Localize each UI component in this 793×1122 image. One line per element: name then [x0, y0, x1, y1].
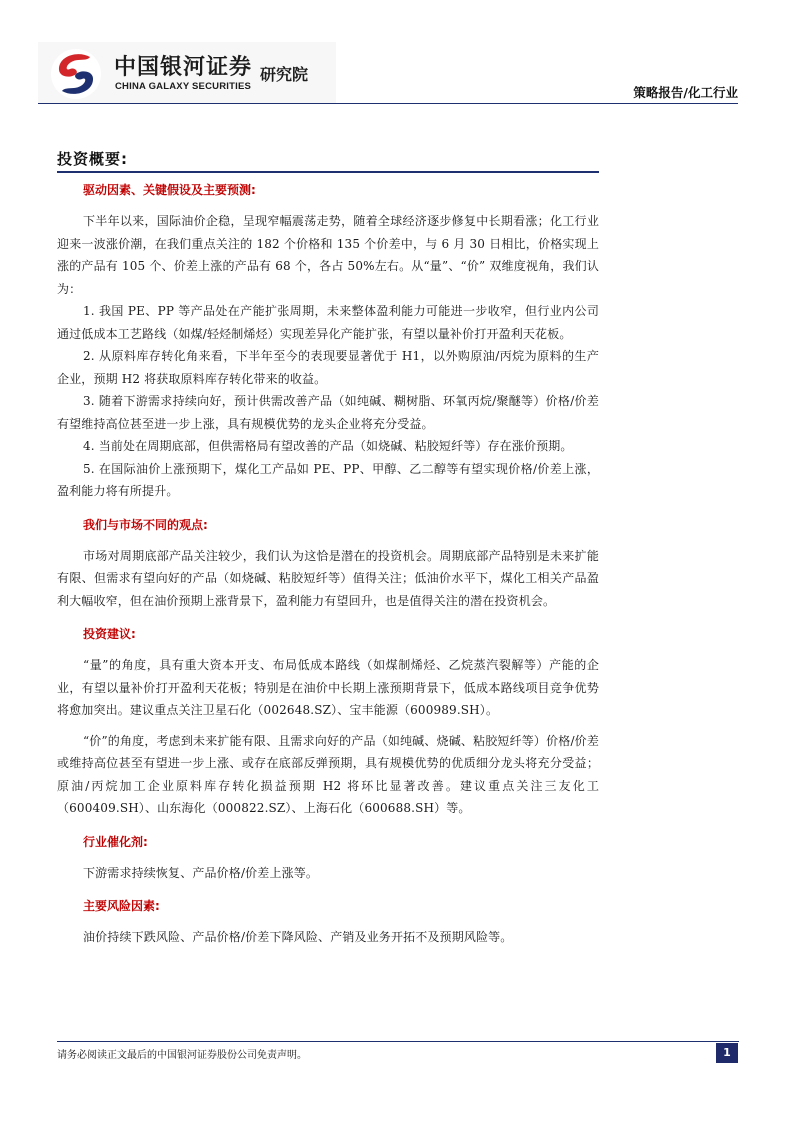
advice-heading: 投资建议:	[83, 627, 136, 641]
footer-divider	[57, 1041, 739, 1042]
section-title: 投资概要:	[57, 150, 128, 168]
drivers-point: 4. 当前处在周期底部，但供需格局有望改善的产品（如烧碱、粘胶短纤等）存在涨价预期。	[83, 439, 573, 453]
catalyst-heading: 行业催化剂:	[83, 834, 148, 849]
drivers-point: 2. 从原料库存转化角来看，下半年至今的表现要显著优于 H1，以外购原油/丙烷为原料的生产企业，预期 H2 将获取原料库存转化带来的收益。	[57, 349, 599, 386]
drivers-paragraph: 下半年以来，国际油价企稳，呈现窄幅震荡走势，随着全球经济逐步修复中长期看涨；化工行业迎来一波涨价潮，在我们重点关注的 182 个价格和 135 个价差中，与 6 月 30 日相比，价格实现上涨的产品有 105 个、价差上涨的产品有 68 个，各占 50%左右。从“量”、“价” 双维度视角，我们认为：	[57, 214, 599, 296]
drivers-point: 5. 在国际油价上涨预期下，煤化工产品如 PE、PP、甲醇、乙二醇等有望实现价格/价差上涨，盈利能力将有所提升。	[57, 461, 599, 498]
header-divider	[38, 103, 738, 104]
advice-paragraph: “价”的角度，考虑到未来扩能有限、且需求向好的产品（如纯碱、烧碱、粘胶短纤等）价格/价差或维持高位甚至有望进一步上涨、或存在底部反弹预期，具有规模优势的优质细分龙头将充分受益；原油/丙烷加工企业原料库存转化损益预期 H2 将环比显著改善。建议重点关注三友化工（600409.SH）、山东海化（000822.SZ）、上海石化（600688.SH）等。	[57, 733, 599, 815]
drivers-heading: 驱动因素、关键假设及主要预测:	[83, 183, 256, 197]
differ-paragraph: 市场对周期底部产品关注较少，我们认为这恰是潜在的投资机会。周期底部产品特别是未来扩能有限、但需求有望向好的产品（如烧碱、粘胶短纤等）值得关注；低油价水平下，煤化工相关产品盈利大幅收窄，但在油价预期上涨背景下，盈利能力有望回升，也是值得关注的潜在投资机会。	[57, 548, 599, 608]
drivers-point: 3. 随着下游需求持续向好，预计供需改善产品（如纯碱、糊树脂、环氧丙烷/聚醚等）价格/价差有望维持高位甚至进一步上涨，具有规模优势的龙头企业将充分受益。	[57, 394, 599, 431]
footer-disclaimer: 请务必阅读正文最后的中国银河证券股份公司免责声明。	[57, 1050, 307, 1061]
institute-label: 研究院	[260, 65, 309, 84]
brand-logo	[38, 42, 336, 104]
brand-name-cn: 中国银河证券	[114, 55, 253, 80]
report-header	[38, 42, 738, 104]
section-divider	[57, 171, 599, 173]
risk-heading: 主要风险因素:	[83, 899, 160, 913]
report-body	[57, 180, 599, 949]
page-number: 1	[716, 1043, 738, 1063]
galaxy-logo-icon	[50, 48, 102, 100]
catalyst-paragraph: 下游需求持续恢复、产品价格/价差上涨等。	[83, 865, 319, 880]
differ-heading: 我们与市场不同的观点:	[83, 517, 208, 532]
report-type-label: 策略报告/化工行业	[633, 85, 738, 100]
brand-name-en: CHINA GALAXY SECURITIES	[115, 81, 252, 92]
drivers-point: 1. 我国 PE、PP 等产品处在产能扩张周期，未来整体盈利能力可能进一步收窄，但行业内公司通过低成本工艺路线（如煤/轻烃制烯烃）实现差异化产能扩张，有望以量补价打开盈利天花板。	[57, 304, 599, 341]
advice-paragraph: “量”的角度，具有重大资本开支、布局低成本路线（如煤制烯烃、乙烷蒸汽裂解等）产能的企业，有望以量补价打开盈利天花板；特别是在油价中长期上涨预期背景下，低成本路线项目竞争优势将愈加突出。建议重点关注卫星石化（002648.SZ）、宝丰能源（600989.SH）。	[57, 658, 599, 717]
risk-paragraph: 油价持续下跌风险、产品价格/价差下降风险、产销及业务开拓不及预期风险等。	[83, 930, 513, 944]
